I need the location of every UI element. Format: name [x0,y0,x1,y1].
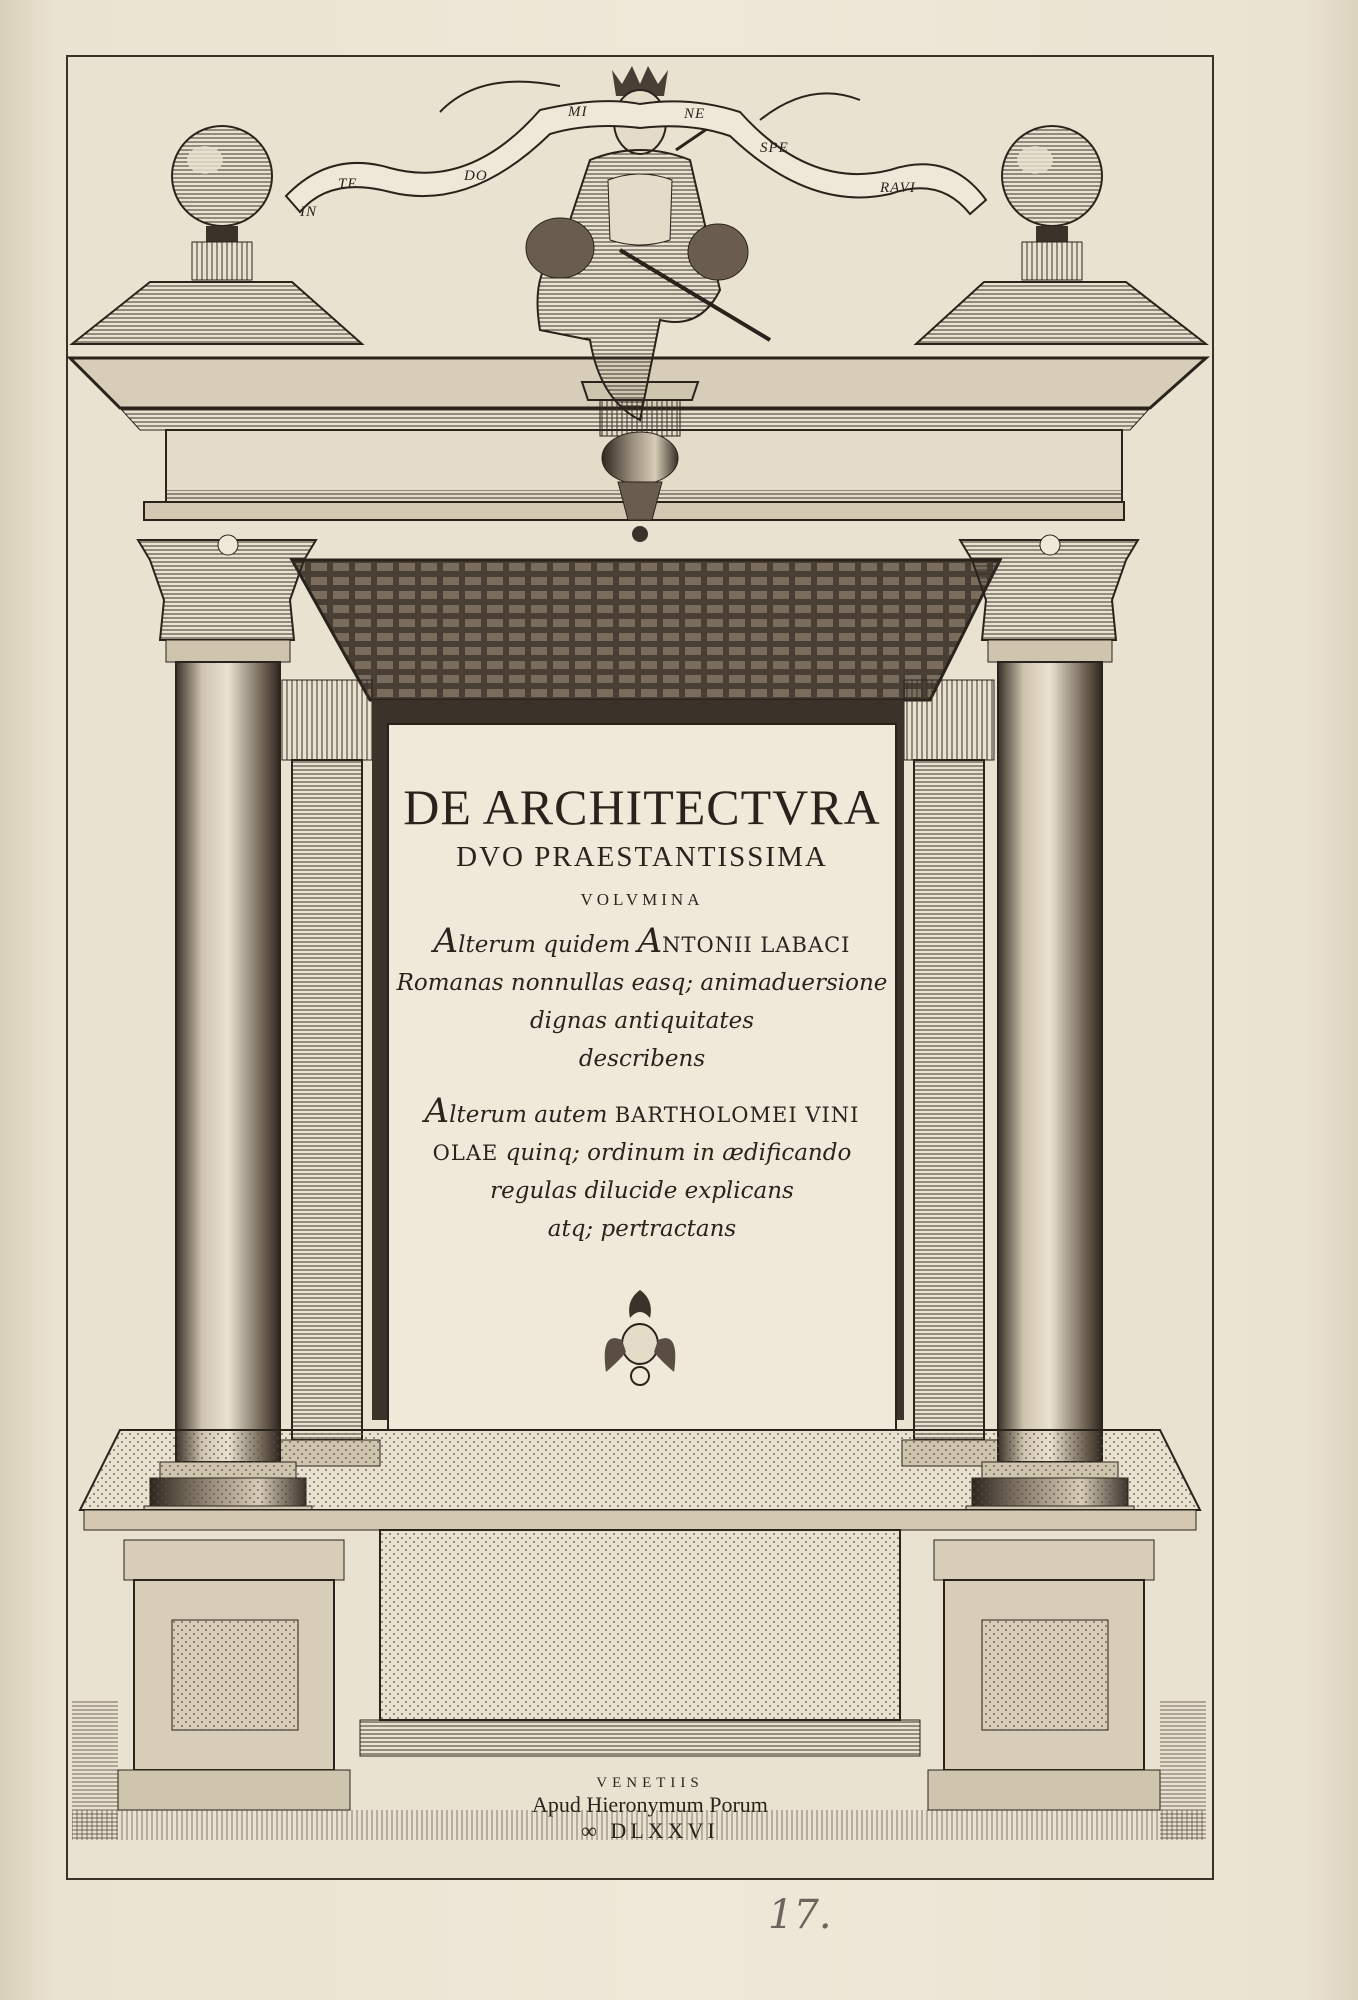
banner-word-te: TE [338,176,358,192]
left-roof-slope [72,282,362,344]
pencil-annotation: 17. [768,1892,832,1938]
imprint-printer: Apud Hieronymum Porum [532,1792,768,1817]
imprint-city: VENETIIS [596,1775,704,1791]
author-labacco: NTONII LABACI [662,933,851,957]
right-back-pier [902,680,1002,1466]
banner-word-ravi: RAVI [880,180,916,196]
banner-word-spe: SPE [760,140,789,156]
title-block [392,780,892,1248]
left-back-pier [280,680,380,1466]
right-globe-finial [1002,126,1102,280]
book-title: DE ARCHITECTVRA [403,779,881,835]
banner-word-in: IN [300,204,317,220]
imprint [500,1774,800,1844]
second-volume-description: Alterum autem BARTHOLOMEI VINI OLAE quinq; ordinum in ædificando regulas dilucide explicans atq; pertractans [424,1091,860,1242]
author-vignola: BARTHOLOMEI VINI [614,1103,860,1127]
left-globe-finial [172,126,272,280]
banner-word-mi: MI [568,104,588,120]
banner-word-ne: NE [684,106,706,122]
right-roof-slope [916,282,1206,344]
first-volume-description: Alterum quidem ANTONII LABACI Romanas nonnullas easq; animaduersione dignas antiquitates describens [396,921,888,1072]
banner-word-do: DO [464,168,488,184]
book-subtitle: DVO PRAESTANTISSIMA [456,841,828,873]
book-volumes-label: VOLVMINA [580,890,704,909]
imprint-year: ∞ DLXXVI [581,1818,719,1843]
coffered-ceiling [292,560,1000,700]
